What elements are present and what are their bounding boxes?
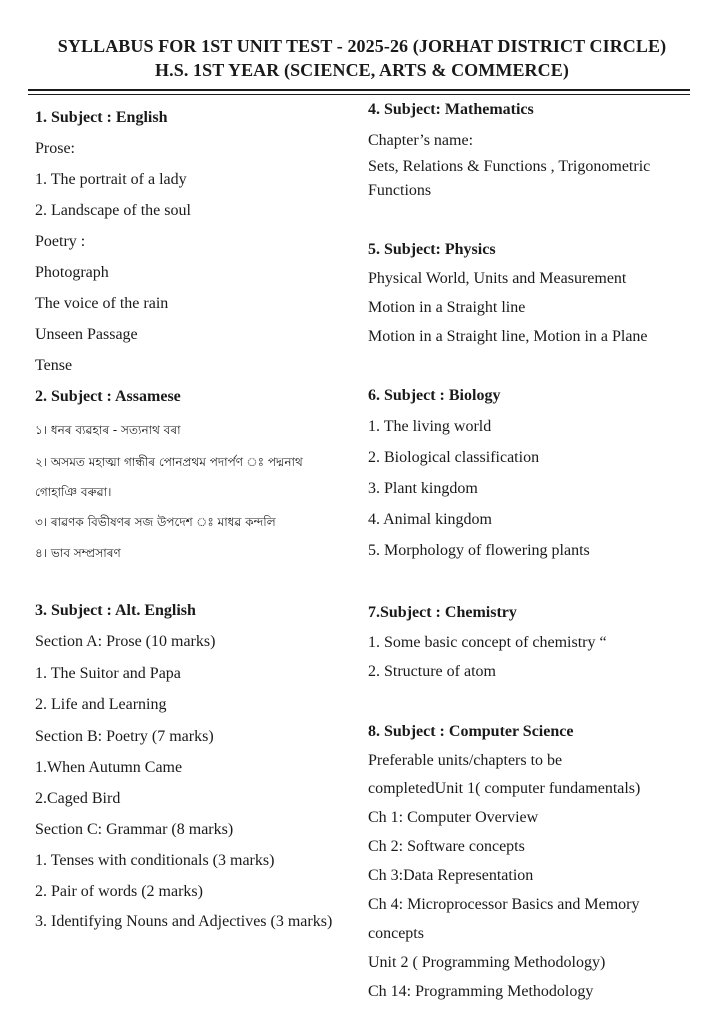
list-item: ১। ধনৰ ব্যৱহাৰ - সত্যনাথ বৰা: [35, 423, 181, 437]
section-heading: 3. Subject : Alt. English: [35, 602, 196, 619]
header-rule-thin: [28, 94, 690, 95]
section-heading: 5. Subject: Physics: [368, 241, 496, 258]
list-item: 1. Tenses with conditionals (3 marks): [35, 852, 275, 869]
list-item: ৩। ৰাৱণক বিভীষণৰ সজ উপদেশ ঃ মাধৱ কন্দলি: [35, 515, 276, 529]
list-item: Ch 14: Programming Methodology: [368, 983, 594, 1000]
list-item: Section B: Poetry (7 marks): [35, 728, 214, 745]
list-item: Photograph: [35, 264, 109, 281]
list-item: Sets, Relations & Functions , Trigonometric Functions: [368, 158, 651, 199]
list-item: ২। অসমত মহাত্মা গান্ধীৰ পোনপ্ৰথম পদাৰ্পণ ঃ পদ্মনাথ: [35, 455, 303, 469]
section-heading: 4. Subject: Mathematics: [368, 101, 534, 118]
list-item: completedUnit 1( computer fundamentals): [368, 780, 641, 797]
list-item: Unit 2 ( Programming Methodology): [368, 954, 606, 971]
header-rule-thick: [28, 89, 690, 91]
section-heading: 6. Subject : Biology: [368, 387, 501, 404]
list-item: Physical World, Units and Measurement: [368, 270, 627, 287]
list-item: Preferable units/chapters to be: [368, 752, 563, 769]
section-heading: 2. Subject : Assamese: [35, 388, 181, 405]
section-heading: 1. Subject : English: [35, 109, 168, 126]
list-item: Prose:: [35, 140, 75, 157]
list-item: 2. Biological classification: [368, 449, 540, 466]
page-title: SYLLABUS FOR 1ST UNIT TEST - 2025-26 (JORHAT DISTRICT CIRCLE): [57, 36, 667, 56]
list-item: Unseen Passage: [35, 326, 138, 343]
list-item: 1. The portrait of a lady: [35, 171, 187, 188]
list-item: Tense: [35, 357, 73, 374]
list-item: 2. Landscape of the soul: [35, 202, 191, 219]
list-item: 1.When Autumn Came: [35, 759, 183, 776]
list-item: 1. The living world: [368, 418, 492, 435]
list-item: 1. The Suitor and Papa: [35, 665, 181, 682]
list-item: 3. Identifying Nouns and Adjectives (3 marks): [35, 913, 333, 930]
list-item: Poetry :: [35, 233, 86, 250]
list-item: 2. Life and Learning: [35, 696, 167, 713]
list-item: 3. Plant kingdom: [368, 480, 478, 497]
list-item: 2.Caged Bird: [35, 790, 121, 807]
list-item: Ch 2: Software concepts: [368, 838, 525, 855]
list-item: 2. Structure of atom: [368, 663, 496, 680]
list-item: Section A: Prose (10 marks): [35, 633, 216, 650]
list-item: গোহাঞি বৰুৱা।: [35, 485, 112, 499]
list-item: Ch 3:Data Representation: [368, 867, 534, 884]
list-item: Section C: Grammar (8 marks): [35, 821, 234, 838]
page-subtitle: H.S. 1ST YEAR (SCIENCE, ARTS & COMMERCE): [155, 60, 569, 80]
section-heading: 8. Subject : Computer Science: [368, 723, 574, 740]
list-item: 1. Some basic concept of chemistry “: [368, 634, 607, 651]
list-item: 2. Pair of words (2 marks): [35, 883, 203, 900]
list-item: Ch 4: Microprocessor Basics and Memory: [368, 896, 640, 913]
list-item: ৪। ভাব সম্প্ৰসাৰণ: [35, 546, 121, 560]
list-item: The voice of the rain: [35, 295, 169, 312]
list-item: 4. Animal kingdom: [368, 511, 492, 528]
list-item: Motion in a Straight line, Motion in a Plane: [368, 328, 648, 345]
list-item: Motion in a Straight line: [368, 299, 526, 316]
list-item: Chapter’s name:: [368, 132, 474, 149]
list-item: Ch 1: Computer Overview: [368, 809, 539, 826]
list-item: concepts: [368, 925, 424, 942]
list-item: 5. Morphology of flowering plants: [368, 542, 590, 559]
section-heading: 7.Subject : Chemistry: [368, 604, 517, 621]
